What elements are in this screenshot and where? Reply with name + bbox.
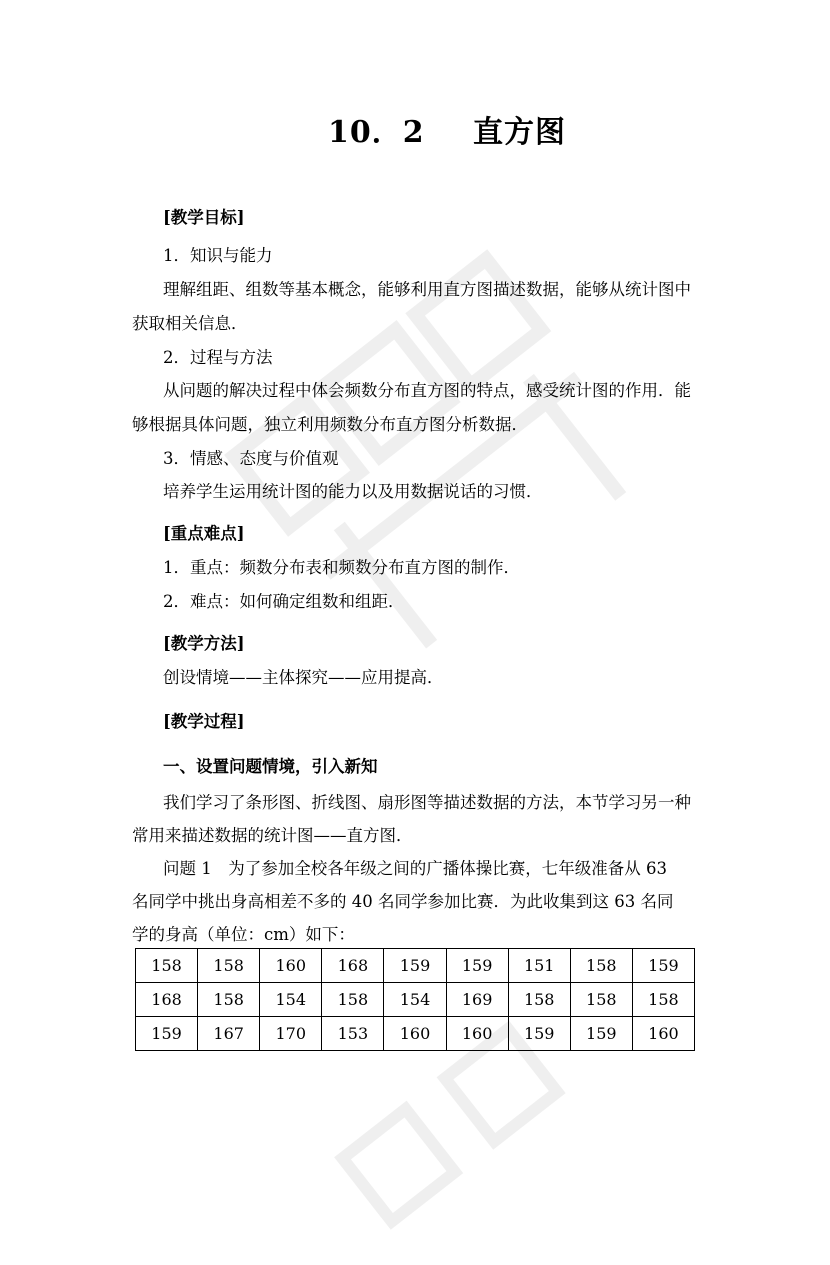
table-cell: 160	[384, 1017, 446, 1051]
table-cell: 158	[198, 949, 260, 983]
objective-1-text-a: 理解组距、组数等基本概念，能够利用直方图描述数据，能够从统计图中	[163, 280, 691, 299]
table-cell: 158	[198, 983, 260, 1017]
table-cell: 159	[570, 1017, 632, 1051]
problem-1-a: 问题 1 为了参加全校各年级之间的广播体操比赛，七年级准备从 63	[163, 859, 667, 878]
section-number: 10．2	[328, 115, 425, 150]
problem-1-c: 学的身高（单位：cm）如下：	[132, 925, 355, 944]
keypoints-heading: [重点难点]	[163, 524, 245, 543]
heights-table	[135, 948, 695, 1051]
table-cell: 154	[260, 983, 322, 1017]
table-cell: 168	[322, 949, 384, 983]
table-cell: 159	[384, 949, 446, 983]
method-heading: [教学方法]	[163, 634, 245, 653]
table-cell: 168	[136, 983, 198, 1017]
section-1-title: 一、设置问题情境，引入新知	[163, 757, 378, 776]
table-cell: 153	[322, 1017, 384, 1051]
table-cell: 158	[136, 949, 198, 983]
objective-2-title: 2．过程与方法	[163, 348, 273, 367]
table-cell: 159	[136, 1017, 198, 1051]
table-cell: 160	[632, 1017, 694, 1051]
objective-2-text-a: 从问题的解决过程中体会频数分布直方图的特点，感受统计图的作用．能	[163, 381, 691, 400]
table-row	[136, 983, 695, 1017]
table-cell: 158	[570, 949, 632, 983]
table-cell: 154	[384, 983, 446, 1017]
table-row	[136, 1017, 695, 1051]
table-cell: 167	[198, 1017, 260, 1051]
table-cell: 160	[260, 949, 322, 983]
objective-3-title: 3．情感、态度与价值观	[163, 449, 339, 468]
section-title: 直方图	[473, 115, 566, 150]
keypoint-2: 2．难点：如何确定组数和组距．	[163, 592, 405, 611]
process-heading: [教学过程]	[163, 712, 245, 731]
table-row	[136, 949, 695, 983]
table-cell: 158	[508, 983, 570, 1017]
table-cell: 159	[632, 949, 694, 983]
paragraph-1-b: 常用来描述数据的统计图——直方图．	[132, 826, 413, 845]
objective-1-title: 1．知识与能力	[163, 246, 273, 265]
method-text: 创设情境——主体探究——应用提高．	[163, 668, 444, 687]
paragraph-1-a: 我们学习了条形图、折线图、扇形图等描述数据的方法，本节学习另一种	[163, 793, 691, 812]
objectives-heading: [教学目标]	[163, 208, 245, 227]
objective-3-text: 培养学生运用统计图的能力以及用数据说话的习惯．	[163, 482, 543, 501]
problem-1-b: 名同学中挑出身高相差不多的 40 名同学参加比赛．为此收集到这 63 名同	[132, 892, 674, 911]
table-cell: 151	[508, 949, 570, 983]
table-cell: 158	[322, 983, 384, 1017]
objective-1-text-b: 获取相关信息．	[132, 314, 248, 333]
table-cell: 158	[570, 983, 632, 1017]
objective-2-text-b: 够根据具体问题，独立利用频数分布直方图分析数据．	[132, 415, 528, 434]
table-cell: 169	[446, 983, 508, 1017]
table-cell: 170	[260, 1017, 322, 1051]
table-cell: 158	[632, 983, 694, 1017]
table-cell: 160	[446, 1017, 508, 1051]
keypoint-1: 1．重点：频数分布表和频数分布直方图的制作．	[163, 558, 520, 577]
table-cell: 159	[508, 1017, 570, 1051]
table-cell: 159	[446, 949, 508, 983]
